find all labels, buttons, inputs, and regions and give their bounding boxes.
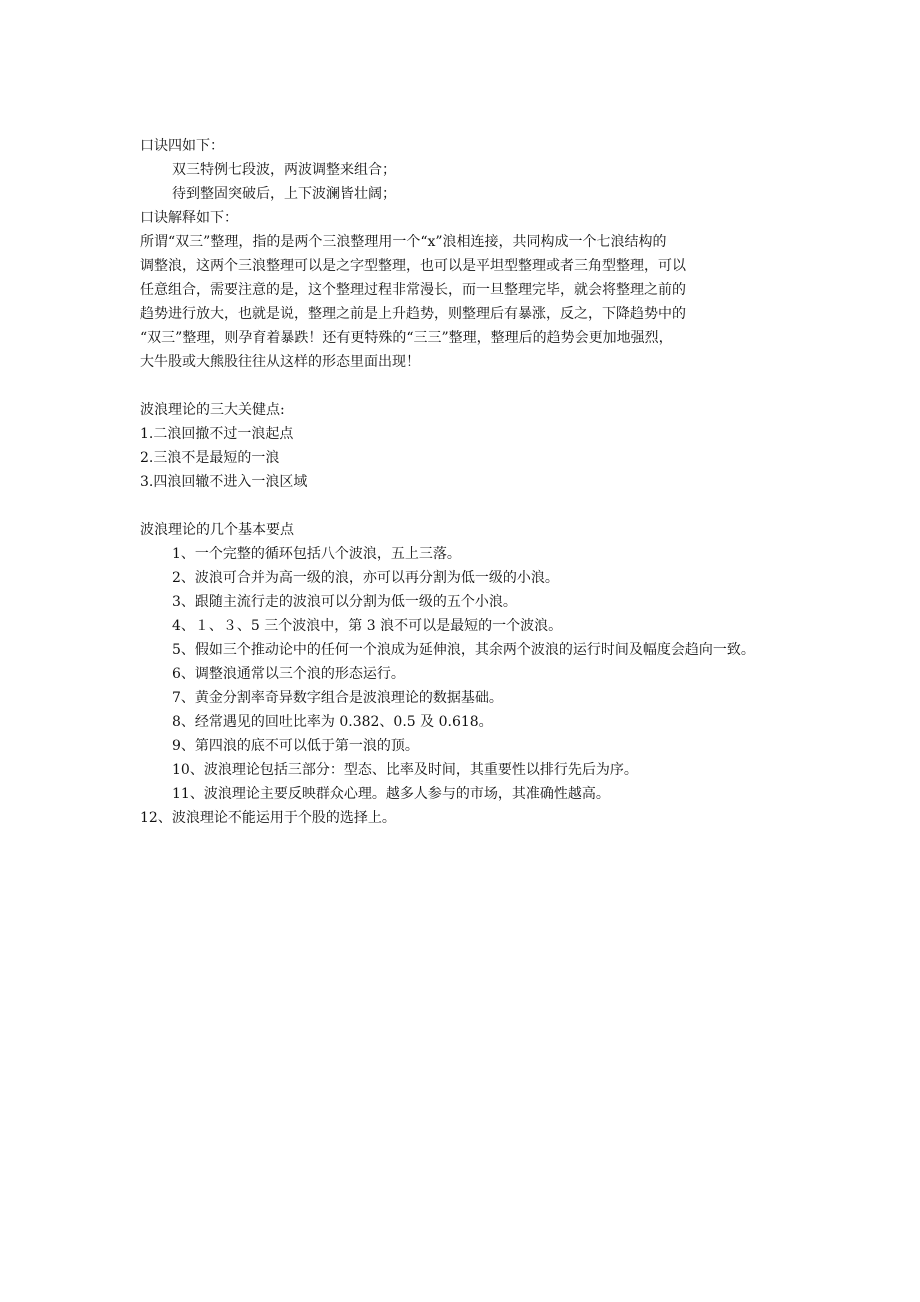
mnemonic-line: 待到整固突破后，上下波澜皆壮阔； xyxy=(172,186,396,202)
basics-item: 5、假如三个推动论中的任何一个浪成为延伸浪，其余两个波浪的运行时间及幅度会趋向一致。 xyxy=(172,642,755,658)
basics-item: 10、波浪理论包括三部分：型态、比率及时间，其重要性以排行先后为序。 xyxy=(172,762,638,778)
basics-item: 7、黄金分割率奇异数字组合是波浪理论的数据基础。 xyxy=(172,690,503,706)
basics-item: 1、一个完整的循环包括八个波浪，五上三落。 xyxy=(172,546,461,562)
spacer xyxy=(140,494,780,518)
explain-line: “双三”整理，则孕育着暴跌！还有更特殊的“三三”整理，整理后的趋势会更加地强烈， xyxy=(140,330,673,346)
document-page xyxy=(140,134,780,830)
basics-item-last: 12、波浪理论不能运用于个股的选择上。 xyxy=(140,810,396,826)
basics-item: 3、跟随主流行走的波浪可以分割为低一级的五个小浪。 xyxy=(172,594,517,610)
mnemonic-line: 双三特例七段波，两波调整来组合； xyxy=(172,162,396,178)
basics-item: 6、调整浪通常以三个浪的形态运行。 xyxy=(172,666,405,682)
basics-title: 波浪理论的几个基本要点 xyxy=(140,522,294,538)
basics-item: 8、经常遇见的回吐比率为 0.382、0.5 及 0.618。 xyxy=(172,714,493,730)
explain-title: 口诀解释如下： xyxy=(140,210,238,226)
explain-line: 所谓“双三”整理，指的是两个三浪整理用一个“x”浪相连接，共同构成一个七浪结构的 xyxy=(140,234,667,250)
spacer xyxy=(140,374,780,398)
basics-item: 11、波浪理论主要反映群众心理。越多人参与的市场，其准确性越高。 xyxy=(172,786,610,802)
mnemonic-title: 口诀四如下： xyxy=(140,138,224,154)
key-point-item: 3.四浪回辙不进入一浪区域 xyxy=(140,474,308,490)
key-points-title: 波浪理论的三大关健点: xyxy=(140,402,285,418)
key-point-item: 1.二浪回撤不过一浪起点 xyxy=(140,426,294,442)
basics-item: 4、１、３、5 三个波浪中，第 3 浪不可以是最短的一个波浪。 xyxy=(172,618,563,634)
key-point-item: 2.三浪不是最短的一浪 xyxy=(140,450,280,466)
basics-item: 2、波浪可合并为高一级的浪，亦可以再分割为低一级的小浪。 xyxy=(172,570,559,586)
explain-line: 任意组合，需要注意的是，这个整理过程非常漫长，而一旦整理完毕，就会将整理之前的 xyxy=(140,282,686,298)
explain-line: 调整浪，这两个三浪整理可以是之字型整理，也可以是平坦型整理或者三角型整理，可以 xyxy=(140,258,686,274)
basics-item: 9、第四浪的底不可以低于第一浪的顶。 xyxy=(172,738,419,754)
explain-line: 大牛股或大熊股往往从这样的形态里面出现！ xyxy=(140,354,420,370)
explain-line: 趋势进行放大，也就是说，整理之前是上升趋势，则整理后有暴涨，反之，下降趋势中的 xyxy=(140,306,686,322)
